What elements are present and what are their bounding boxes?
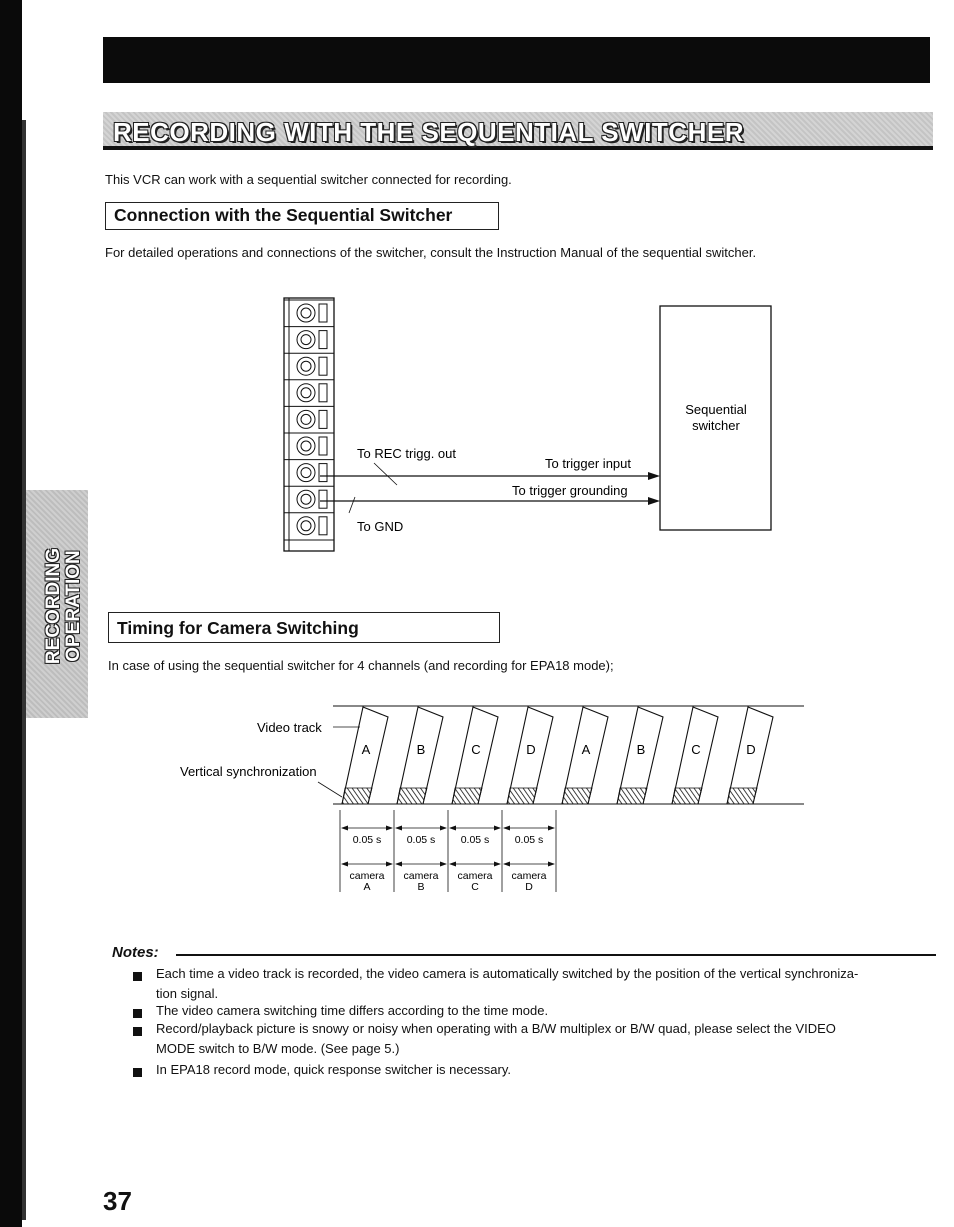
label-video-track: Video track: [257, 720, 322, 735]
track-label: A: [361, 742, 371, 757]
interval-arrow: [503, 826, 510, 831]
interval-arrow: [548, 826, 555, 831]
video-track-b: [397, 707, 443, 804]
track-label: D: [746, 742, 756, 757]
page-title: RECORDING WITH THE SEQUENTIAL SWITCHER: [113, 117, 744, 147]
camera-word: camera: [511, 870, 547, 882]
note-1: Each time a video track is recorded, the video camera is automatically switched by the position of the vertical synchroniza-: [156, 966, 859, 981]
note-1-cont: tion signal.: [156, 986, 219, 1001]
sync-marker: [562, 788, 592, 804]
label-to-rec-trigg-out: To REC trigg. out: [357, 446, 456, 461]
sync-marker: [507, 788, 537, 804]
video-track-d: [727, 707, 773, 804]
video-track-c: [672, 707, 718, 804]
side-tab-label: RECORDING OPERATION: [43, 547, 84, 665]
camera-letter: D: [525, 881, 533, 893]
video-track-a: [562, 707, 608, 804]
interval-arrow: [440, 862, 447, 867]
track-label: A: [581, 742, 591, 757]
note-bullet: [133, 972, 142, 981]
camera-word: camera: [403, 870, 439, 882]
interval-arrow: [494, 862, 501, 867]
label-to-trigger-grounding: To trigger grounding: [512, 483, 628, 498]
camera-word: camera: [349, 870, 385, 882]
connection-text: For detailed operations and connections of the switcher, consult the Instruction Manual of the sequential switcher.: [105, 245, 757, 260]
sync-marker: [452, 788, 482, 804]
interval-arrow: [449, 862, 456, 867]
connection-heading: Connection with the Sequential Switcher: [114, 205, 453, 225]
sync-marker: [672, 788, 702, 804]
page-number: 37: [103, 1186, 132, 1216]
interval-arrow: [341, 862, 348, 867]
sync-marker: [342, 788, 372, 804]
track-label: D: [526, 742, 536, 757]
video-track-a: [342, 707, 388, 804]
video-tracks: [342, 707, 773, 804]
timing-text: In case of using the sequential switcher for 4 channels (and recording for EPA18 mode);: [108, 658, 614, 673]
interval-arrow: [449, 826, 456, 831]
camera-letter: C: [471, 881, 479, 893]
track-label: B: [416, 742, 426, 757]
video-track-d: [507, 707, 553, 804]
track-label: B: [636, 742, 646, 757]
note-2: The video camera switching time differs according to the time mode.: [156, 1003, 549, 1018]
camera-word: camera: [457, 870, 493, 882]
note-bullet: [133, 1068, 142, 1077]
camera-letter: A: [363, 881, 371, 893]
track-label: C: [691, 742, 701, 757]
interval-label: 0.05 s: [460, 834, 490, 846]
interval-arrow: [548, 862, 555, 867]
intro-text: This VCR can work with a sequential switcher connected for recording.: [105, 172, 512, 187]
interval-arrow: [503, 862, 510, 867]
sync-marker: [397, 788, 427, 804]
sync-marker: [617, 788, 647, 804]
interval-arrow: [494, 826, 501, 831]
notes-rule: [176, 954, 936, 956]
interval-arrow: [386, 862, 393, 867]
note-3: Record/playback picture is snowy or noisy when operating with a B/W multiplex or B/W quad, please select the VIDEO: [156, 1021, 836, 1036]
label-to-trigger-input: To trigger input: [545, 456, 631, 471]
note-3-cont: MODE switch to B/W mode. (See page 5.): [156, 1041, 400, 1056]
sync-marker: [727, 788, 757, 804]
interval-arrow: [386, 826, 393, 831]
interval-arrow: [440, 826, 447, 831]
interval-arrow: [341, 826, 348, 831]
label-switcher-line1: Sequential: [685, 402, 747, 417]
interval-label: 0.05 s: [352, 834, 382, 846]
note-bullet: [133, 1009, 142, 1018]
notes-heading: Notes:: [112, 944, 159, 961]
note-bullet: [133, 1027, 142, 1036]
camera-letter: B: [417, 881, 425, 893]
label-switcher-line2: switcher: [692, 418, 740, 433]
note-4: In EPA18 record mode, quick response switcher is necessary.: [156, 1062, 512, 1077]
label-vertical-sync: Vertical synchronization: [180, 764, 317, 779]
interval-label: 0.05 s: [406, 834, 436, 846]
track-label: C: [471, 742, 481, 757]
interval-arrow: [395, 826, 402, 831]
interval-label: 0.05 s: [514, 834, 544, 846]
interval-arrow: [395, 862, 402, 867]
label-to-gnd: To GND: [357, 519, 404, 534]
timeline: [340, 810, 556, 893]
video-track-c: [452, 707, 498, 804]
video-track-b: [617, 707, 663, 804]
timing-heading: Timing for Camera Switching: [117, 618, 359, 638]
